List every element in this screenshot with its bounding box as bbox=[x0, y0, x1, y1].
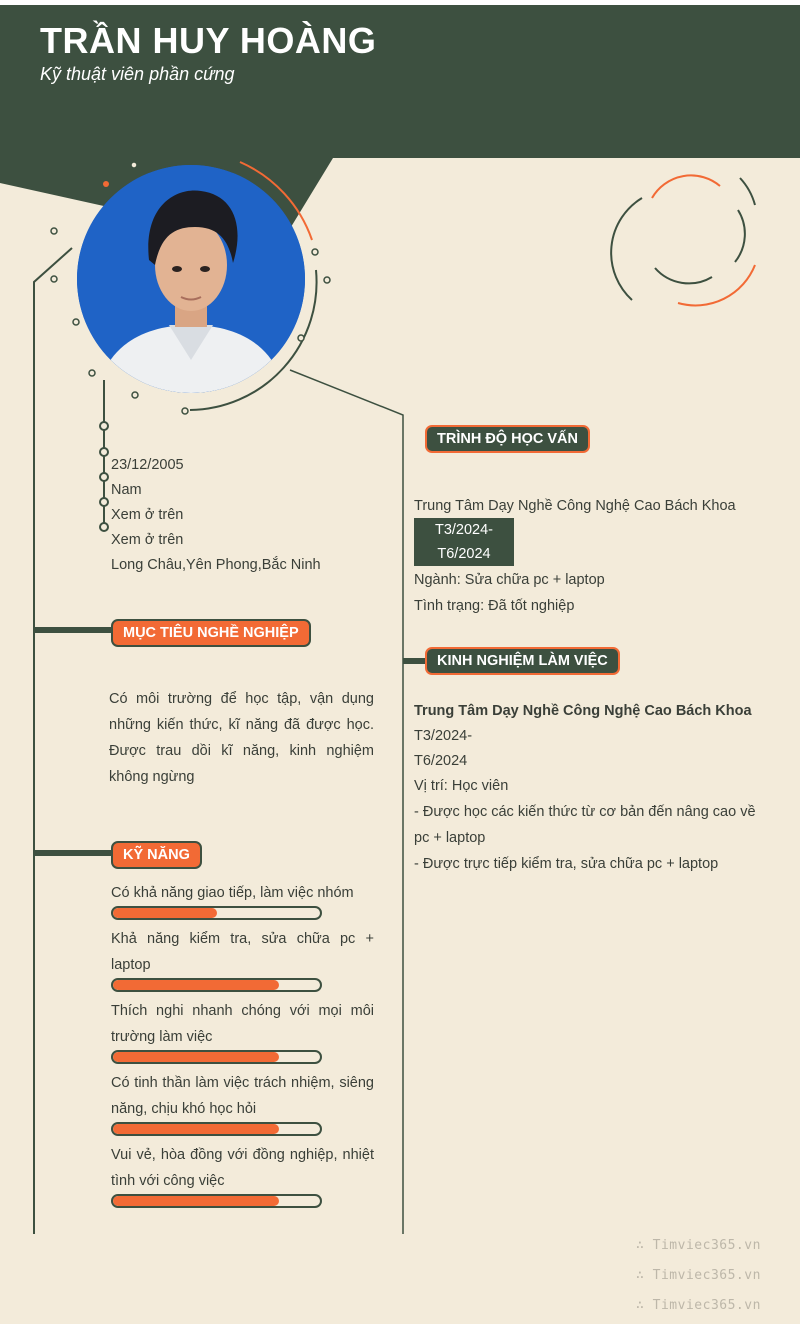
experience-end: T6/2024 bbox=[414, 753, 468, 769]
education-school: Trung Tâm Dạy Nghề Công Nghệ Cao Bách Khoa bbox=[414, 498, 736, 514]
skill-bar-fill bbox=[113, 1124, 279, 1134]
deco-dot bbox=[89, 370, 95, 376]
skill-bar-fill bbox=[113, 1196, 279, 1206]
skill-bar bbox=[111, 1050, 322, 1064]
deco-dot bbox=[51, 228, 57, 234]
deco-dot bbox=[132, 392, 138, 398]
skill-bar-fill bbox=[113, 908, 217, 918]
education-details bbox=[414, 567, 605, 619]
skill-label: Có tinh thần làm việc trách nhiệm, siêng năng, chịu khó học hỏi bbox=[111, 1075, 374, 1117]
personal-info bbox=[111, 453, 321, 578]
deco-dot bbox=[131, 162, 137, 168]
deco-dot bbox=[73, 319, 79, 325]
skill-label: Vui vẻ, hòa đồng với đồng nghiệp, nhiệt tình với công việc bbox=[111, 1147, 374, 1189]
info-node bbox=[100, 448, 108, 456]
left-timeline-line bbox=[34, 248, 72, 1234]
deco-dot bbox=[182, 408, 188, 414]
experience-start: T3/2024- bbox=[414, 728, 473, 744]
avatar bbox=[77, 165, 305, 393]
experience-desc-2: - Được trực tiếp kiểm tra, sửa chữa pc + laptop bbox=[414, 856, 719, 872]
skills-connector bbox=[34, 850, 114, 856]
education-status: Tình trạng: Đã tốt nghiệp bbox=[414, 598, 575, 614]
skill-bar bbox=[111, 906, 322, 920]
info-node bbox=[100, 422, 108, 430]
job-title: Kỹ thuật viên phần cứng bbox=[40, 64, 235, 84]
info-node bbox=[100, 473, 108, 481]
skill-label: Thích nghi nhanh chóng với mọi môi trường làm việc bbox=[111, 1003, 374, 1045]
watermark: ∴ Timviec365.vn bbox=[636, 1268, 761, 1283]
birthdate: 23/12/2005 bbox=[111, 457, 184, 473]
gender: Nam bbox=[111, 482, 142, 498]
experience-position: Vị trí: Học viên bbox=[414, 778, 509, 794]
watermark: ∴ Timviec365.vn bbox=[636, 1298, 761, 1313]
deco-rings bbox=[611, 175, 755, 305]
education-major: Ngành: Sửa chữa pc + laptop bbox=[414, 572, 605, 588]
candidate-name: TRẦN HUY HOÀNG bbox=[40, 20, 377, 61]
deco-dot bbox=[51, 276, 57, 282]
skill-bar bbox=[111, 1194, 322, 1208]
education-end: T6/2024 bbox=[437, 546, 491, 562]
objective-text: Có môi trường để học tập, vận dụng những kiến thức, kĩ năng đã được học. Được trau dồi kĩ năng, kinh nghiệm không ngừng bbox=[109, 691, 374, 785]
skill-bar-fill bbox=[113, 1052, 279, 1062]
skills-section-title: KỸ NĂNG bbox=[111, 841, 202, 869]
experience-company: Trung Tâm Dạy Nghề Công Nghệ Cao Bách Khoa bbox=[414, 703, 752, 719]
objective-section-title: MỤC TIÊU NGHỀ NGHIỆP bbox=[111, 619, 311, 647]
portrait-illustration bbox=[77, 165, 305, 393]
info-node bbox=[100, 498, 108, 506]
education-start: T3/2024- bbox=[434, 522, 494, 538]
phone: Xem ở trên bbox=[111, 507, 184, 523]
deco-dot bbox=[312, 249, 318, 255]
skill-bar bbox=[111, 1122, 322, 1136]
watermark: ∴ Timviec365.vn bbox=[636, 1238, 761, 1253]
deco-dot bbox=[298, 335, 304, 341]
education-section-title: TRÌNH ĐỘ HỌC VẤN bbox=[425, 425, 590, 453]
experience-entry bbox=[414, 699, 774, 877]
info-node bbox=[100, 523, 108, 531]
deco-dot bbox=[103, 181, 109, 187]
address: Long Châu,Yên Phong,Bắc Ninh bbox=[111, 557, 321, 573]
email: Xem ở trên bbox=[111, 532, 184, 548]
skill-bar bbox=[111, 978, 322, 992]
objective-connector bbox=[34, 627, 114, 633]
experience-section-title: KINH NGHIỆM LÀM VIỆC bbox=[425, 647, 620, 675]
skill-label: Khả năng kiểm tra, sửa chữa pc + laptop bbox=[111, 931, 374, 973]
skill-label: Có khả năng giao tiếp, làm việc nhóm bbox=[111, 885, 354, 901]
skill-bar-fill bbox=[113, 980, 279, 990]
deco-dot bbox=[324, 277, 330, 283]
education-dates bbox=[414, 518, 514, 566]
experience-desc-1: - Được học các kiến thức từ cơ bản đến nâng cao về pc + laptop bbox=[414, 804, 756, 846]
